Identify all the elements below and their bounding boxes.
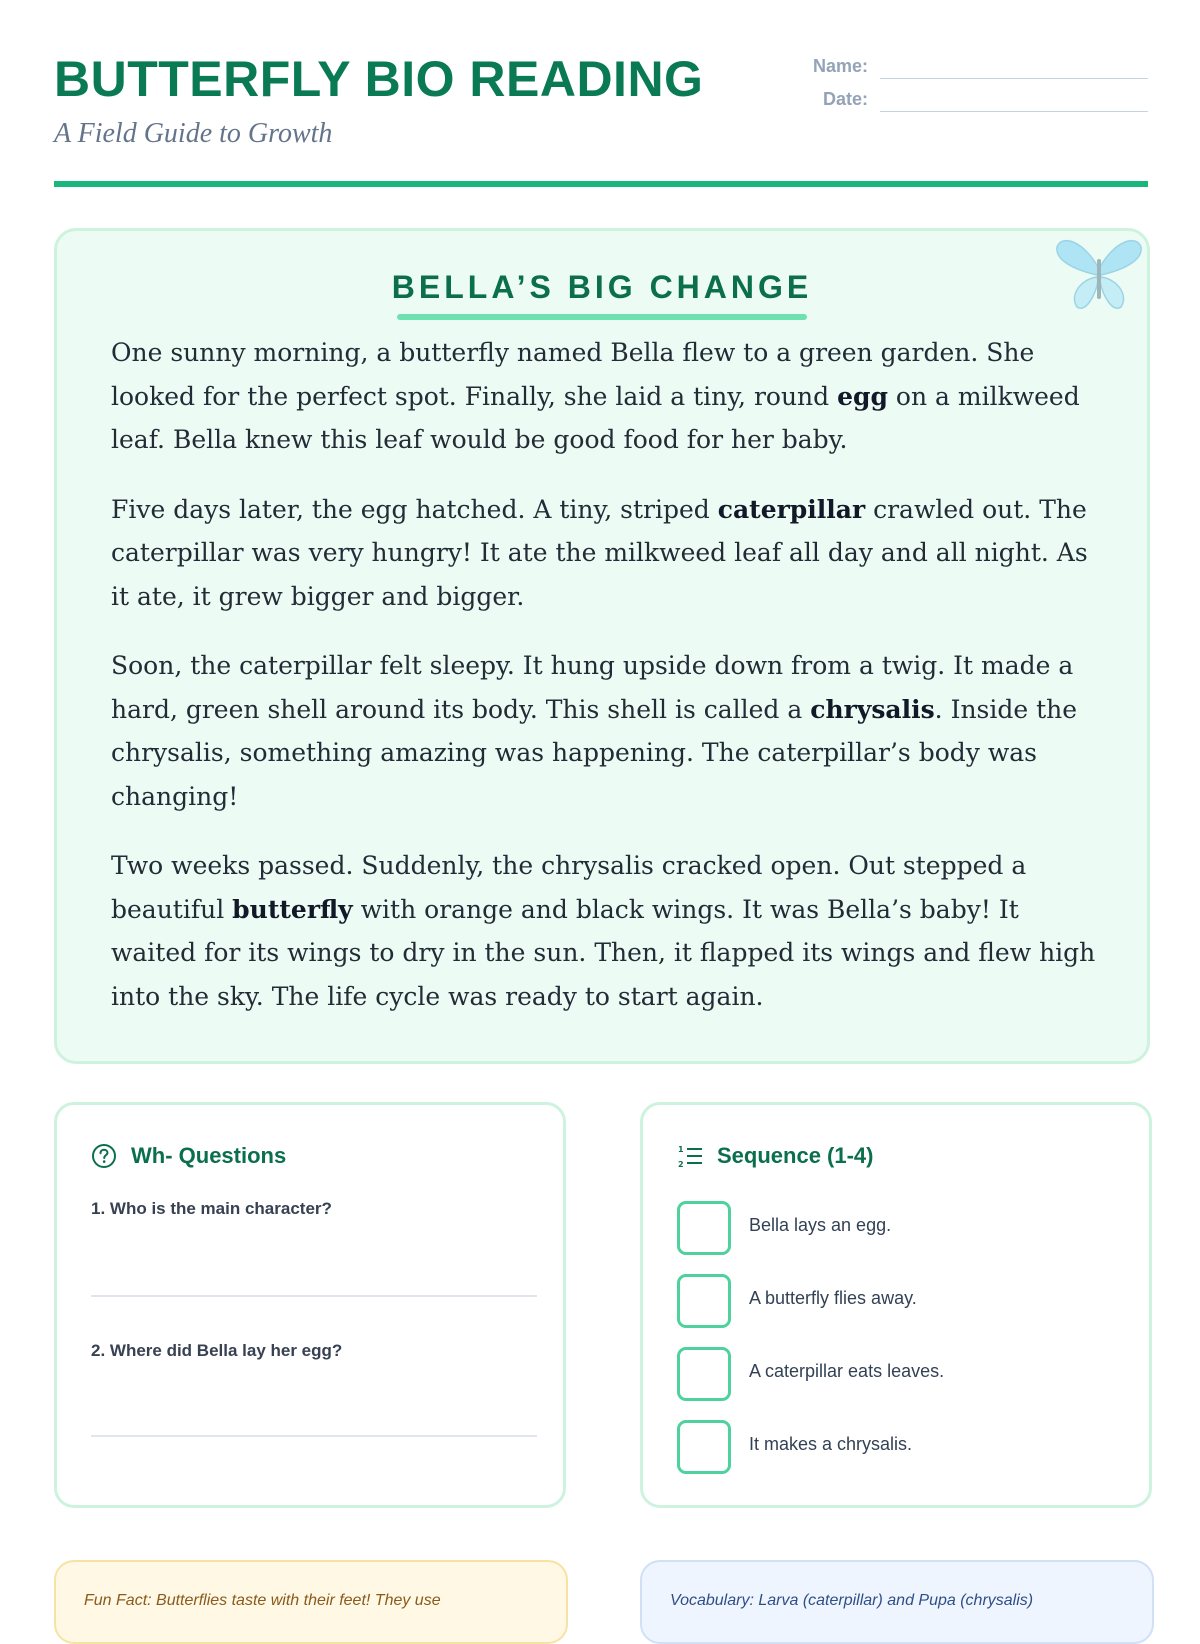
name-label: Name: (812, 56, 868, 76)
vocab-word-egg: egg (837, 381, 888, 411)
name-field[interactable] (780, 54, 1148, 84)
questions-card (54, 1102, 566, 1508)
numbered-list-icon (677, 1143, 703, 1169)
vocab-word-caterpillar: caterpillar (717, 494, 866, 524)
sequence-item-4: It makes a chrysalis. (749, 1434, 913, 1454)
sequence-item-3: A caterpillar eats leaves. (749, 1361, 945, 1381)
sequence-box-4[interactable] (677, 1420, 731, 1474)
vocabulary-card (640, 1560, 1154, 1644)
svg-text:2: 2 (678, 1160, 684, 1169)
vocab-word-butterfly: butterfly (232, 894, 353, 924)
worksheet-subtitle: A Field Guide to Growth (54, 118, 333, 149)
sequence-box-3[interactable] (677, 1347, 731, 1401)
answer-line-1[interactable] (91, 1295, 537, 1297)
question-1: 1. Who is the main character? (91, 1199, 332, 1218)
questions-heading-row (91, 1143, 286, 1169)
sequence-box-2[interactable] (677, 1274, 731, 1328)
story-text (111, 331, 1111, 1044)
name-line[interactable] (880, 78, 1148, 79)
sequence-item-1: Bella lays an egg. (749, 1215, 892, 1235)
story-title-underline (397, 314, 807, 320)
date-field[interactable] (780, 87, 1148, 117)
question-2: 2. Where did Bella lay her egg? (91, 1341, 343, 1360)
story-title: BELLA’S BIG CHANGE (391, 269, 813, 305)
sequence-heading-row (677, 1143, 874, 1169)
vocabulary-text: Vocabulary: Larva (caterpillar) and Pupa (chrysalis) (670, 1592, 1034, 1609)
sequence-heading: Sequence (1-4) (717, 1143, 874, 1168)
story-paragraph-2: Five days later, the egg hatched. A tiny, striped caterpillar crawled out. The caterpillar was very hungry! It ate the milkweed leaf all day and all night. As it ate, it grew bigger and bigger. (111, 494, 1088, 611)
questions-heading: Wh- Questions (131, 1143, 287, 1168)
story-paragraph-3: Soon, the caterpillar felt sleepy. It hung upside down from a twig. It made a hard, green shell around its body. This shell is called a chrysalis. Inside the chrysalis, something amazing was happening. The caterpillar’s body was changing! (111, 651, 1078, 811)
story-paragraph-1: One sunny morning, a butterfly named Bella flew to a green garden. She looked for the perfect spot. Finally, she laid a tiny, round egg on a milkweed leaf. Bella knew this leaf would be good food for her baby. (111, 338, 1080, 454)
date-line[interactable] (880, 111, 1148, 112)
vocab-word-chrysalis: chrysalis (810, 694, 935, 724)
header-rule (54, 181, 1148, 187)
sequence-item-2: A butterfly flies away. (749, 1288, 917, 1308)
story-paragraph-4: Two weeks passed. Suddenly, the chrysalis cracked open. Out stepped a beautiful butterfly with orange and black wings. It was Bella’s baby! It waited for its wings to dry in the sun. Then, it flapped its wings and flew high into the sky. The life cycle was ready to start again. (111, 851, 1096, 1011)
story-card (54, 228, 1150, 1064)
fun-fact-text: Fun Fact: Butterflies taste with their feet! They use (84, 1592, 441, 1609)
svg-text:1: 1 (678, 1145, 684, 1154)
sequence-card (640, 1102, 1152, 1508)
worksheet-title: BUTTERFLY BIO READING (54, 51, 704, 107)
question-circle-icon (91, 1143, 117, 1169)
sequence-box-1[interactable] (677, 1201, 731, 1255)
fun-fact-card (54, 1560, 568, 1644)
date-label: Date: (822, 89, 868, 109)
answer-line-2[interactable] (91, 1435, 537, 1437)
